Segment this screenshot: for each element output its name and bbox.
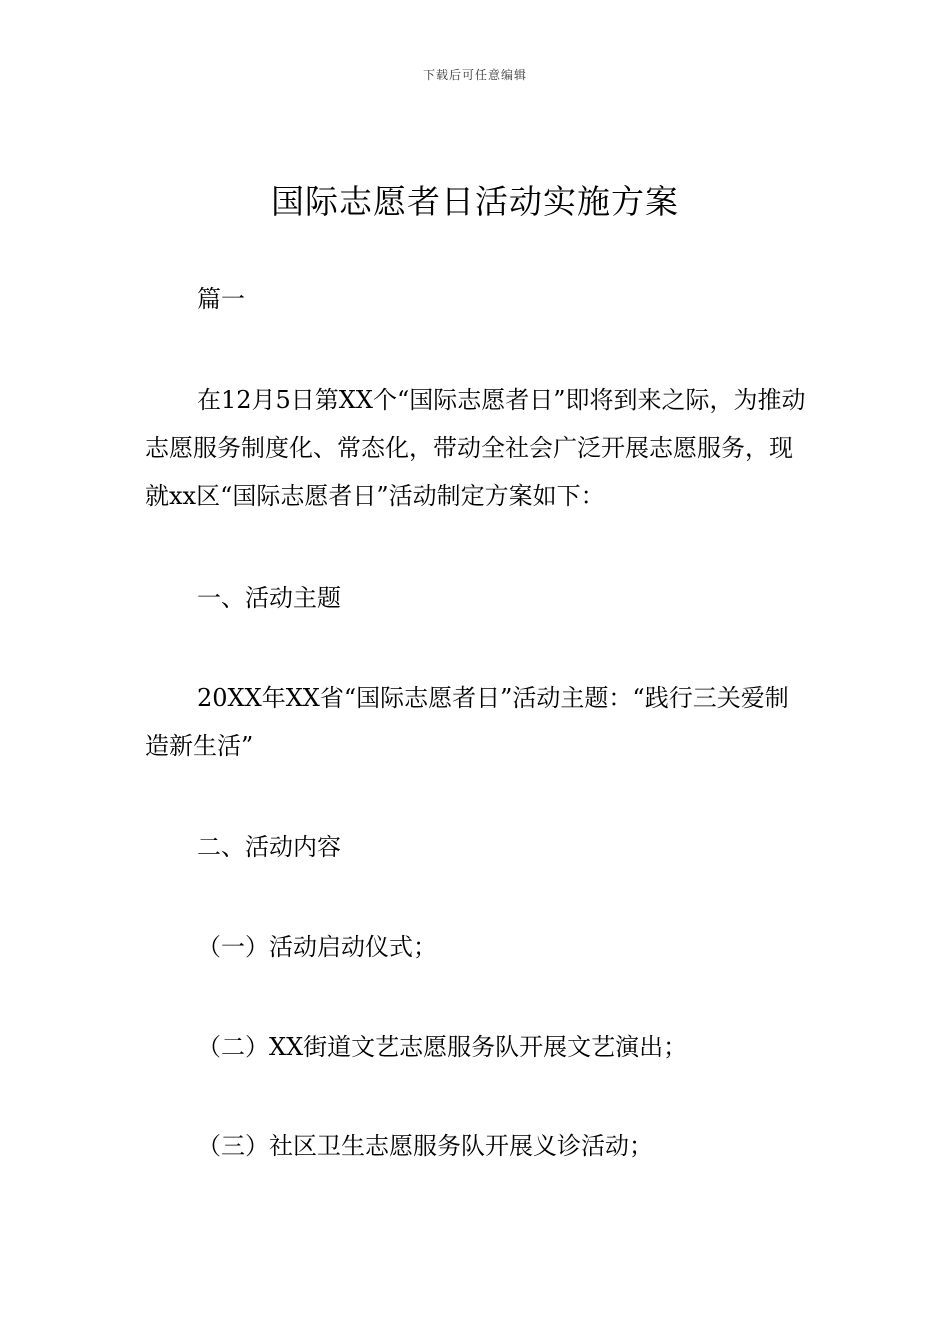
list-item: （三）社区卫生志愿服务队开展义诊活动； — [197, 1132, 653, 1160]
theme-paragraph: 20XX年XX省“国际志愿者日”活动主题：“践行三关爱制造新生活” — [145, 684, 789, 760]
header-note: 下载后可任意编辑 — [422, 68, 527, 82]
list-item: （一）活动启动仪式； — [197, 933, 437, 961]
list-item: （二）XX街道文艺志愿服务队开展文艺演出； — [197, 1033, 688, 1061]
heading-content: 二、活动内容 — [197, 833, 341, 861]
section-label: 篇一 — [197, 285, 245, 313]
intro-paragraph: 在12月5日第XX个“国际志愿者日”即将到来之际，为推动志愿服务制度化、常态化，带动全社会广泛开展志愿服务，现就xx区“国际志愿者日”活动制定方案如下： — [145, 386, 806, 510]
document-title: 国际志愿者日活动实施方案 — [271, 182, 679, 221]
heading-theme: 一、活动主题 — [197, 584, 341, 612]
